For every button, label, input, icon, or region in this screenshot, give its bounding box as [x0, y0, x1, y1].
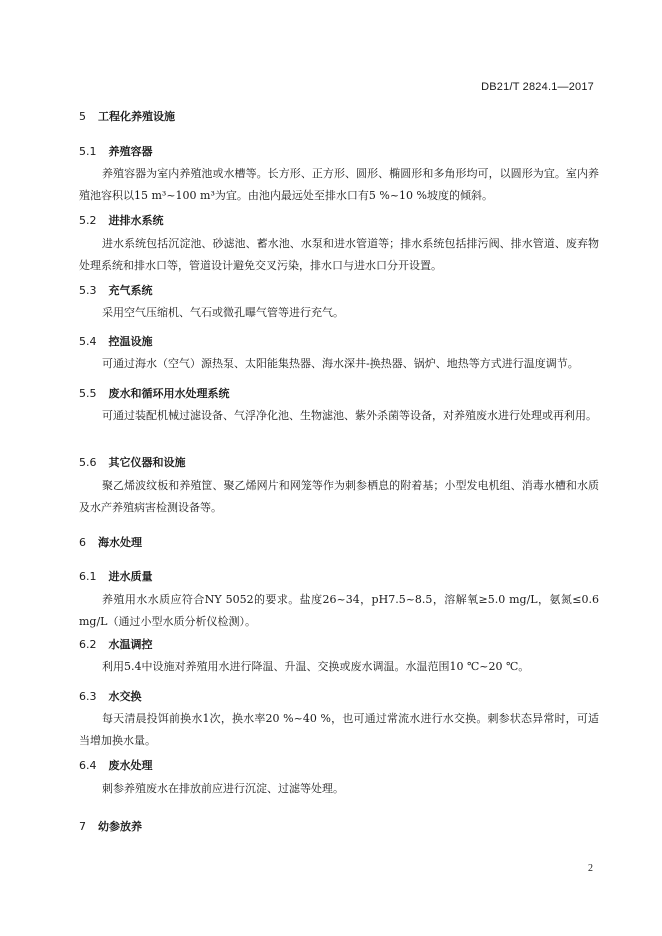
section-heading-5-5 — [79, 385, 230, 401]
section-title: 进水质量 — [108, 570, 153, 583]
standard-code: DB21/T 2824.1—2017 — [481, 81, 594, 93]
section-number: 5.1 — [79, 145, 97, 158]
section-title: 工程化养殖设施 — [98, 110, 175, 123]
section-heading-6-4 — [79, 757, 153, 773]
paragraph-6-2: 利用5.4中设施对养殖用水进行降温、升温、交换或废水调温。水温范围10 ℃~20 ℃。 — [102, 660, 530, 673]
section-number: 6.4 — [79, 759, 97, 772]
paragraph-6-3: 每天清晨投饵前换水1次，换水率20 %~40 %，也可通过常流水进行水交换。刺参状态异常时，可适当增加换水量。 — [79, 712, 599, 747]
section-title: 幼参放养 — [98, 820, 142, 833]
section-title: 其它仪器和设施 — [108, 456, 186, 469]
section-heading-6-2 — [79, 636, 153, 652]
section-heading-5 — [79, 108, 175, 124]
section-heading-5-4 — [79, 333, 153, 349]
section-title: 充气系统 — [108, 284, 153, 297]
section-title: 控温设施 — [108, 335, 153, 348]
page-number: 2 — [588, 863, 593, 874]
paragraph-6-1: 养殖用水水质应符合NY 5052的要求。盐度26~34，pH7.5~8.5，溶解氧≥5.0 mg/L，氨氮≤0.6 mg/L（通过小型水质分析仪检测）。 — [79, 593, 599, 628]
paragraph-5-4: 可通过海水（空气）源热泵、太阳能集热器、海水深井-换热器、锅炉、地热等方式进行温度调节。 — [102, 357, 579, 370]
section-heading-5-6 — [79, 454, 186, 470]
paragraph-5-3: 采用空气压缩机、气石或微孔曝气管等进行充气。 — [102, 306, 344, 319]
section-heading-5-2 — [79, 212, 164, 228]
section-title: 水温调控 — [108, 638, 153, 651]
section-number: 7 — [79, 820, 86, 833]
paragraph-5-5: 可通过装配机械过滤设备、气浮净化池、生物滤池、紫外杀菌等设备，对养殖废水进行处理或再利用。 — [102, 409, 597, 422]
section-heading-6 — [79, 534, 142, 550]
paragraph-5-6: 聚乙烯波纹板和养殖筐、聚乙烯网片和网笼等作为刺参栖息的附着基；小型发电机组、消毒水槽和水质及水产养殖病害检测设备等。 — [79, 479, 599, 514]
section-number: 5.2 — [79, 214, 97, 227]
paragraph-5-2: 进水系统包括沉淀池、砂滤池、蓄水池、水泵和进水管道等；排水系统包括排污阀、排水管道、废弃物处理系统和排水口等，管道设计避免交叉污染，排水口与进水口分开设置。 — [79, 237, 599, 272]
section-heading-7 — [79, 818, 142, 834]
paragraph-5-1: 养殖容器为室内养殖池或水槽等。长方形、正方形、圆形、椭圆形和多角形均可，以圆形为宜。室内养殖池容积以15 m³~100 m³为宜。由池内最远处至排水口有5 %~10 %坡度的倾斜。 — [79, 167, 599, 202]
section-number: 5 — [79, 110, 86, 123]
section-title: 海水处理 — [98, 536, 142, 549]
section-title: 水交换 — [108, 690, 142, 703]
section-heading-6-3 — [79, 688, 142, 704]
section-title: 养殖容器 — [108, 145, 153, 158]
section-number: 5.3 — [79, 284, 97, 297]
section-number: 6 — [79, 536, 86, 549]
section-title: 进排水系统 — [108, 214, 164, 227]
section-heading-6-1 — [79, 568, 153, 584]
section-number: 5.5 — [79, 387, 97, 400]
section-number: 6.2 — [79, 638, 97, 651]
section-title: 废水处理 — [108, 759, 153, 772]
section-number: 5.4 — [79, 335, 97, 348]
paragraph-6-4: 刺参养殖废水在排放前应进行沉淀、过滤等处理。 — [102, 782, 344, 795]
section-number: 6.3 — [79, 690, 97, 703]
section-heading-5-1 — [79, 143, 153, 159]
section-number: 5.6 — [79, 456, 97, 469]
section-heading-5-3 — [79, 282, 153, 298]
section-title: 废水和循环用水处理系统 — [108, 387, 230, 400]
section-number: 6.1 — [79, 570, 97, 583]
